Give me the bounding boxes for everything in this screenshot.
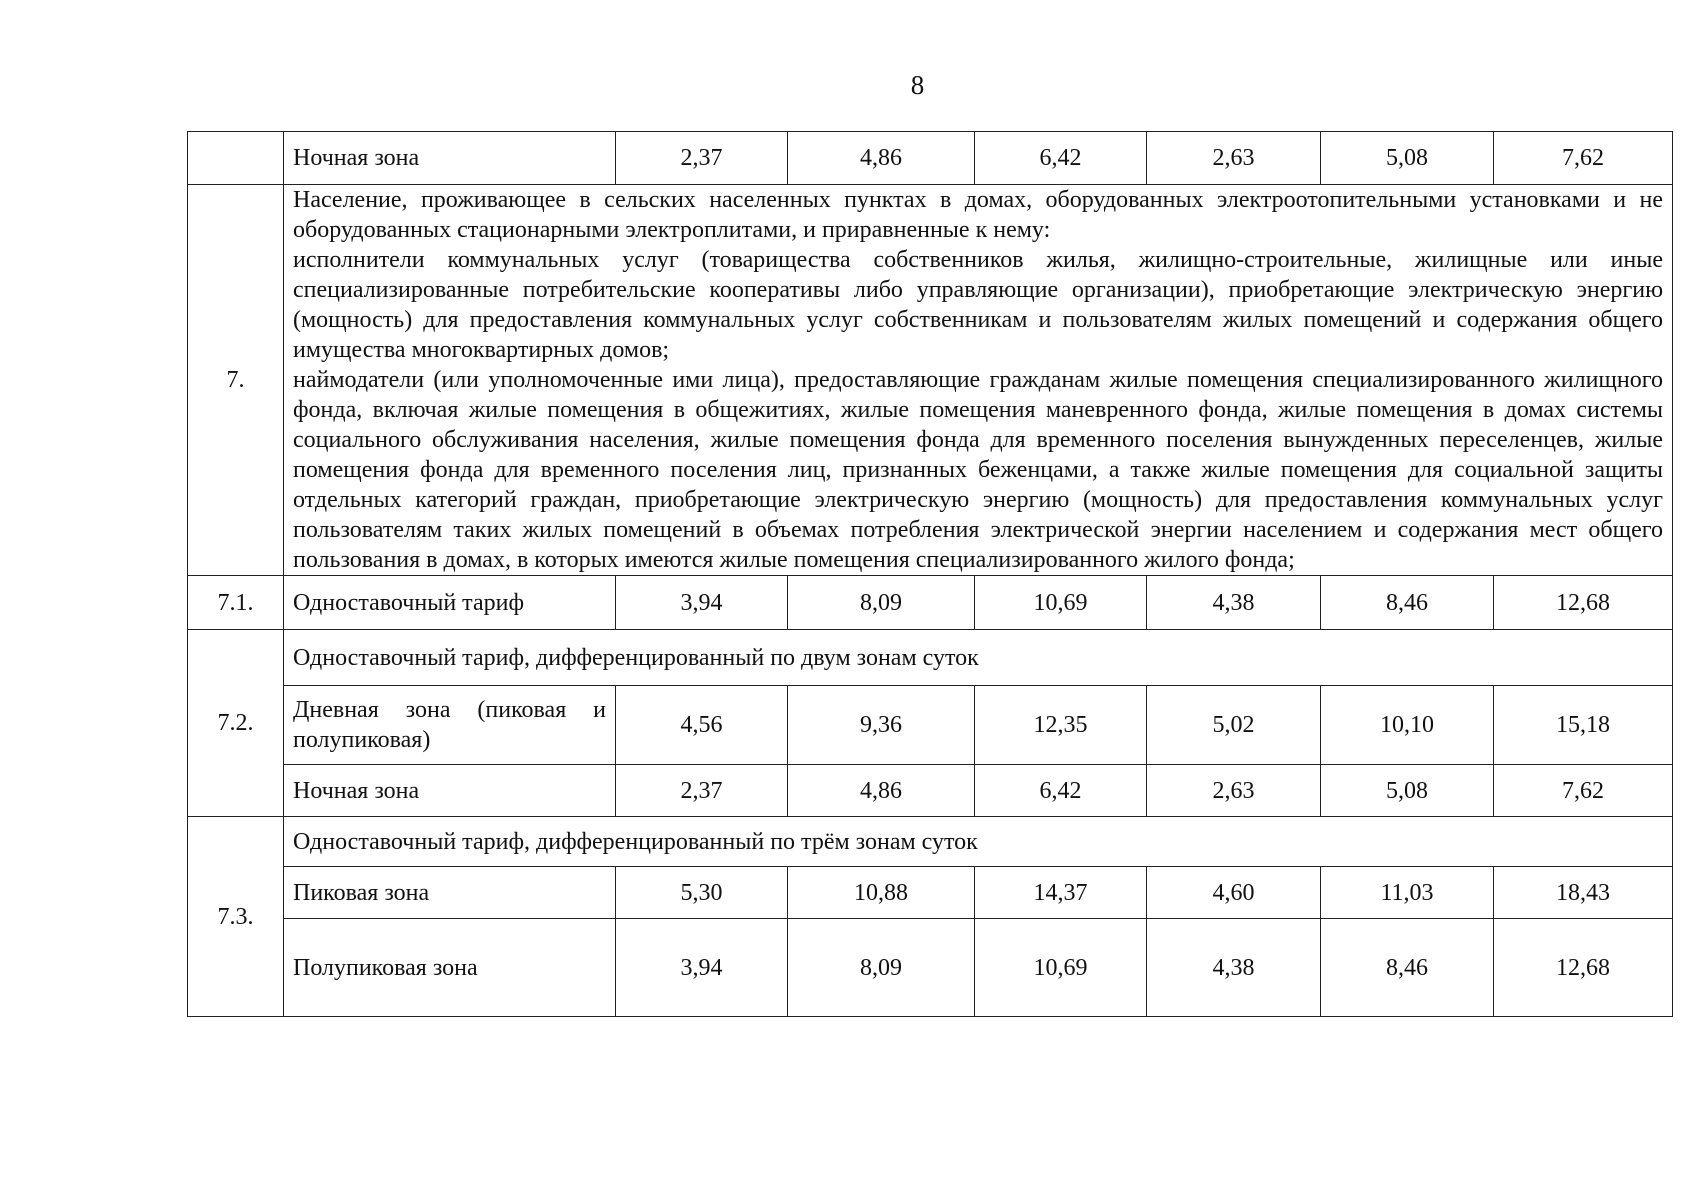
value-cell: 7,62 [1494, 132, 1673, 185]
value-cell: 10,88 [788, 867, 975, 919]
value-cell: 5,08 [1321, 765, 1494, 817]
row-subheader: Одноставочный тариф, дифференцированный по трём зонам суток [284, 817, 1673, 867]
row-number: 7.1. [188, 576, 284, 630]
description-paragraph: Население, проживающее в сельских населенных пунктах в домах, оборудованных электроотопительными установками и не оборудованных стационарными электроплитами, и приравненные к нему: [293, 187, 1663, 243]
row-label: Пиковая зона [284, 867, 616, 919]
value-cell: 9,36 [788, 686, 975, 765]
table-row-7-2-header [188, 630, 1673, 686]
table-row-night-prev [188, 132, 1673, 185]
page-number: 8 [910, 70, 925, 100]
value-cell: 5,08 [1321, 132, 1494, 185]
row-subheader: Одноставочный тариф, дифференцированный по двум зонам суток [284, 630, 1673, 686]
value-cell: 12,35 [975, 686, 1147, 765]
table-row-7-3-header [188, 817, 1673, 867]
value-cell: 8,09 [788, 919, 975, 1017]
value-cell: 18,43 [1494, 867, 1673, 919]
value-cell: 8,46 [1321, 576, 1494, 630]
value-cell: 10,10 [1321, 686, 1494, 765]
value-cell: 2,63 [1147, 765, 1321, 817]
value-cell: 4,56 [616, 686, 788, 765]
value-cell: 8,09 [788, 576, 975, 630]
value-cell: 5,30 [616, 867, 788, 919]
value-cell: 2,63 [1147, 132, 1321, 185]
table-row-7-3-peak [188, 867, 1673, 919]
value-cell: 12,68 [1494, 919, 1673, 1017]
table-row-7-2-day [188, 686, 1673, 765]
value-cell: 3,94 [616, 919, 788, 1017]
description-paragraph: наймодатели (или уполномоченные ими лица), предоставляющие гражданам жилые помещения специализированного жилищного фонда, включая жилые помещения в общежитиях, жилые помещения маневренного фонда, жилые помещения в домах системы социального обслуживания населения, жилые помещения фонда для временного поселения вынужденных переселенцев, жилые помещения фонда для временного поселения лиц, признанных беженцами, а также жилые помещения для социальной защиты отдельных категорий граждан, приобретающие электрическую энергию (мощность) для предоставления коммунальных услуг пользователям таких жилых помещений в объемах потребления электрической энергии населением и содержания мест общего пользования в домах, в которых имеются жилые помещения специализированного жилого фонда; [293, 367, 1663, 573]
value-cell: 11,03 [1321, 867, 1494, 919]
value-cell: 6,42 [975, 765, 1147, 817]
table-row-7-1 [188, 576, 1673, 630]
row-number [188, 132, 284, 185]
value-cell: 12,68 [1494, 576, 1673, 630]
value-cell: 4,60 [1147, 867, 1321, 919]
value-cell: 7,62 [1494, 765, 1673, 817]
table-row-section-7 [188, 185, 1673, 576]
value-cell: 10,69 [975, 576, 1147, 630]
value-cell: 4,86 [788, 132, 975, 185]
tariff-table [187, 131, 1673, 1017]
value-cell: 4,86 [788, 765, 975, 817]
table-row-7-3-halfpeak [188, 919, 1673, 1017]
value-cell: 4,38 [1147, 576, 1321, 630]
table-row-7-2-night [188, 765, 1673, 817]
value-cell: 4,38 [1147, 919, 1321, 1017]
value-cell: 14,37 [975, 867, 1147, 919]
description-paragraph: исполнители коммунальных услуг (товарищества собственников жилья, жилищно-строительные, жилищные или иные специализированные потребительские кооперативы либо управляющие организации), приобретающие электрическую энергию (мощность) для предоставления коммунальных услуг собственникам и пользователям жилых помещений и содержания общего имущества многоквартирных домов; [293, 247, 1663, 363]
value-cell: 8,46 [1321, 919, 1494, 1017]
value-cell: 10,69 [975, 919, 1147, 1017]
row-label: Дневная зона (пиковая и полупиковая) [284, 686, 616, 765]
row-label: Полупиковая зона [284, 919, 616, 1017]
row-number: 7. [188, 185, 284, 576]
section-description [284, 185, 1673, 576]
row-label: Ночная зона [284, 132, 616, 185]
row-number: 7.3. [188, 817, 284, 1017]
row-number: 7.2. [188, 630, 284, 817]
row-label: Ночная зона [284, 765, 616, 817]
value-cell: 5,02 [1147, 686, 1321, 765]
value-cell: 2,37 [616, 765, 788, 817]
value-cell: 3,94 [616, 576, 788, 630]
row-label: Одноставочный тариф [284, 576, 616, 630]
value-cell: 15,18 [1494, 686, 1673, 765]
value-cell: 2,37 [616, 132, 788, 185]
value-cell: 6,42 [975, 132, 1147, 185]
